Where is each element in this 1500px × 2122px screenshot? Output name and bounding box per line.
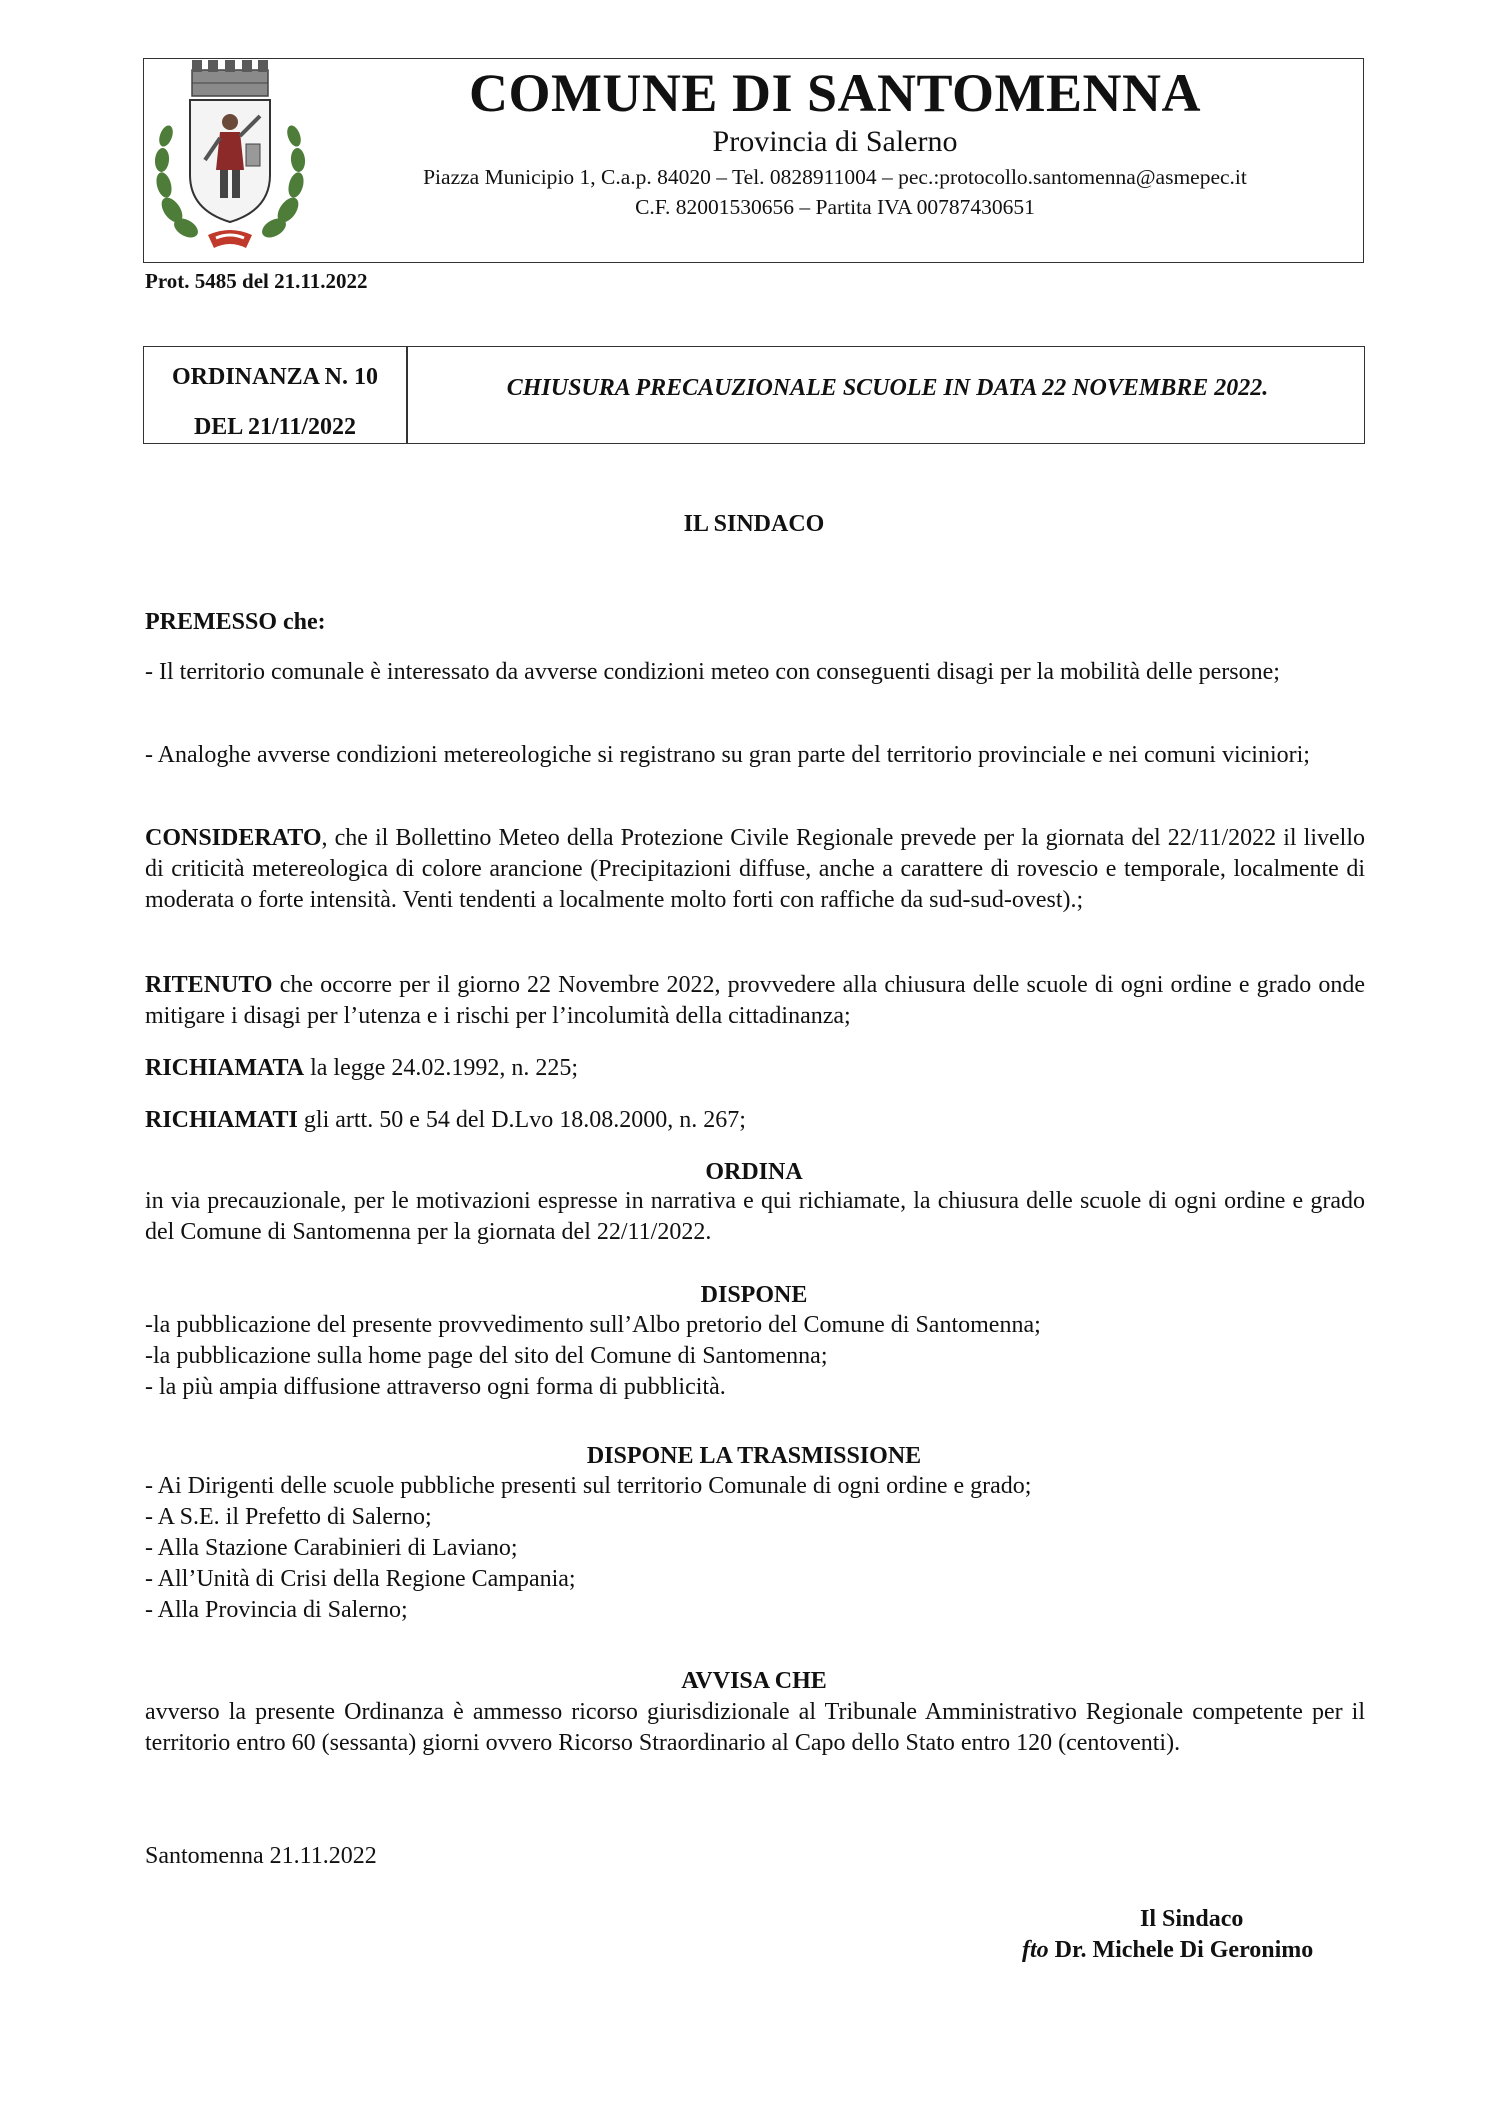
signatory-title: Il Sindaco [1140,1906,1244,1932]
trasmissione-heading: DISPONE LA TRASMISSIONE [586,1443,922,1469]
ordinance-date: DEL 21/11/2022 [193,414,357,440]
signatory-prefix: fto [1022,1937,1049,1963]
dispone-item: -la pubblicazione sulla home page del sito del Comune di Santomenna; [145,1343,828,1369]
richiamata-label: RICHIAMATA [145,1055,305,1081]
richiamata-paragraph [145,1053,1365,1084]
richiamati-text: gli artt. 50 e 54 del D.Lvo 18.08.2000, n. 267; [297,1107,746,1133]
tax-codes: C.F. 82001530656 – Partita IVA 00787430651 [635,195,1035,219]
protocol-number: Prot. 5485 del 21.11.2022 [145,269,368,293]
dispone-item: -la pubblicazione del presente provvedimento sull’Albo pretorio del Comune di Santomenna; [145,1312,1041,1338]
ritenuto-text: che occorre per il giorno 22 Novembre 2022, provvedere alla chiusura delle scuole di ogni ordine e grado onde mitigare i disagi per l’utenza e i rischi per l’incolumità della cittadinanza; [145,972,1365,1029]
premesso-item-1: - Il territorio comunale è interessato da avverse condizioni meteo con conseguenti disagi per la mobilità delle persone; [145,659,1280,685]
signatory-name-line [1022,1937,1313,1964]
contact-address: Piazza Municipio 1, C.a.p. 84020 – Tel. 0828911004 – pec.:protocollo.santomenna@asmepec.it [423,165,1247,189]
province-name: Provincia di Salerno [712,125,958,158]
richiamata-text: la legge 24.02.1992, n. 225; [304,1055,579,1081]
considerato-label: CONSIDERATO [145,825,322,851]
avvisa-heading: AVVISA CHE [681,1668,827,1694]
richiamati-label: RICHIAMATI [145,1107,298,1133]
premesso-label: PREMESSO che: [145,609,326,635]
signatory-name: Dr. Michele Di Geronimo [1048,1937,1314,1963]
premesso-item-2: - Analoghe avverse condizioni metereologiche si registrano su gran parte del territorio provinciale e nei comuni viciniori; [145,742,1310,768]
place-date: Santomenna 21.11.2022 [145,1843,377,1869]
trasmissione-item: - Ai Dirigenti delle scuole pubbliche presenti sul territorio Comunale di ogni ordine e grado; [145,1473,1032,1499]
dispone-heading: DISPONE [700,1282,808,1308]
trasmissione-item: - A S.E. il Prefetto di Salerno; [145,1504,432,1530]
municipality-title: COMUNE DI SANTOMENNA [468,63,1202,123]
ritenuto-paragraph [145,970,1365,1032]
ordina-heading: ORDINA [705,1159,803,1185]
considerato-text: , che il Bollettino Meteo della Protezione Civile Regionale prevede per la giornata del 22/11/2022 il livello di criticità metereologica di colore arancione (Precipitazioni diffuse, anche a carattere di rovescio e temporale, localmente di moderata o forte intensità. Venti tendenti a localmente molto forti con raffiche da sud-sud-ovest).; [145,825,1365,913]
avvisa-text: avverso la presente Ordinanza è ammesso ricorso giurisdizionale al Tribunale Amministrativo Regionale competente per il territorio entro 60 (sessanta) giorni ovvero Ricorso Straordinario al Capo dello Stato entro 120 (centoventi). [145,1699,1365,1756]
coat-of-arms-icon [150,60,310,250]
ritenuto-label: RITENUTO [145,972,273,998]
dispone-item: - la più ampia diffusione attraverso ogni forma di pubblicità. [145,1374,726,1400]
trasmissione-item: - Alla Provincia di Salerno; [145,1597,408,1623]
ordinance-subject: CHIUSURA PRECAUZIONALE SCUOLE IN DATA 22 NOVEMBRE 2022. [506,375,1269,401]
ordinance-divider [406,346,408,444]
richiamati-paragraph [145,1105,1365,1136]
trasmissione-item: - All’Unità di Crisi della Regione Campania; [145,1566,576,1592]
ordina-text: in via precauzionale, per le motivazioni espresse in narrativa e qui richiamate, la chiusura delle scuole di ogni ordine e grado del Comune di Santomenna per la giornata del 22/11/2022. [145,1188,1365,1245]
trasmissione-item: - Alla Stazione Carabinieri di Laviano; [145,1535,518,1561]
considerato-paragraph [145,823,1365,916]
ordinance-number: ORDINANZA N. 10 [171,364,378,390]
mayor-heading: IL SINDACO [683,511,825,537]
